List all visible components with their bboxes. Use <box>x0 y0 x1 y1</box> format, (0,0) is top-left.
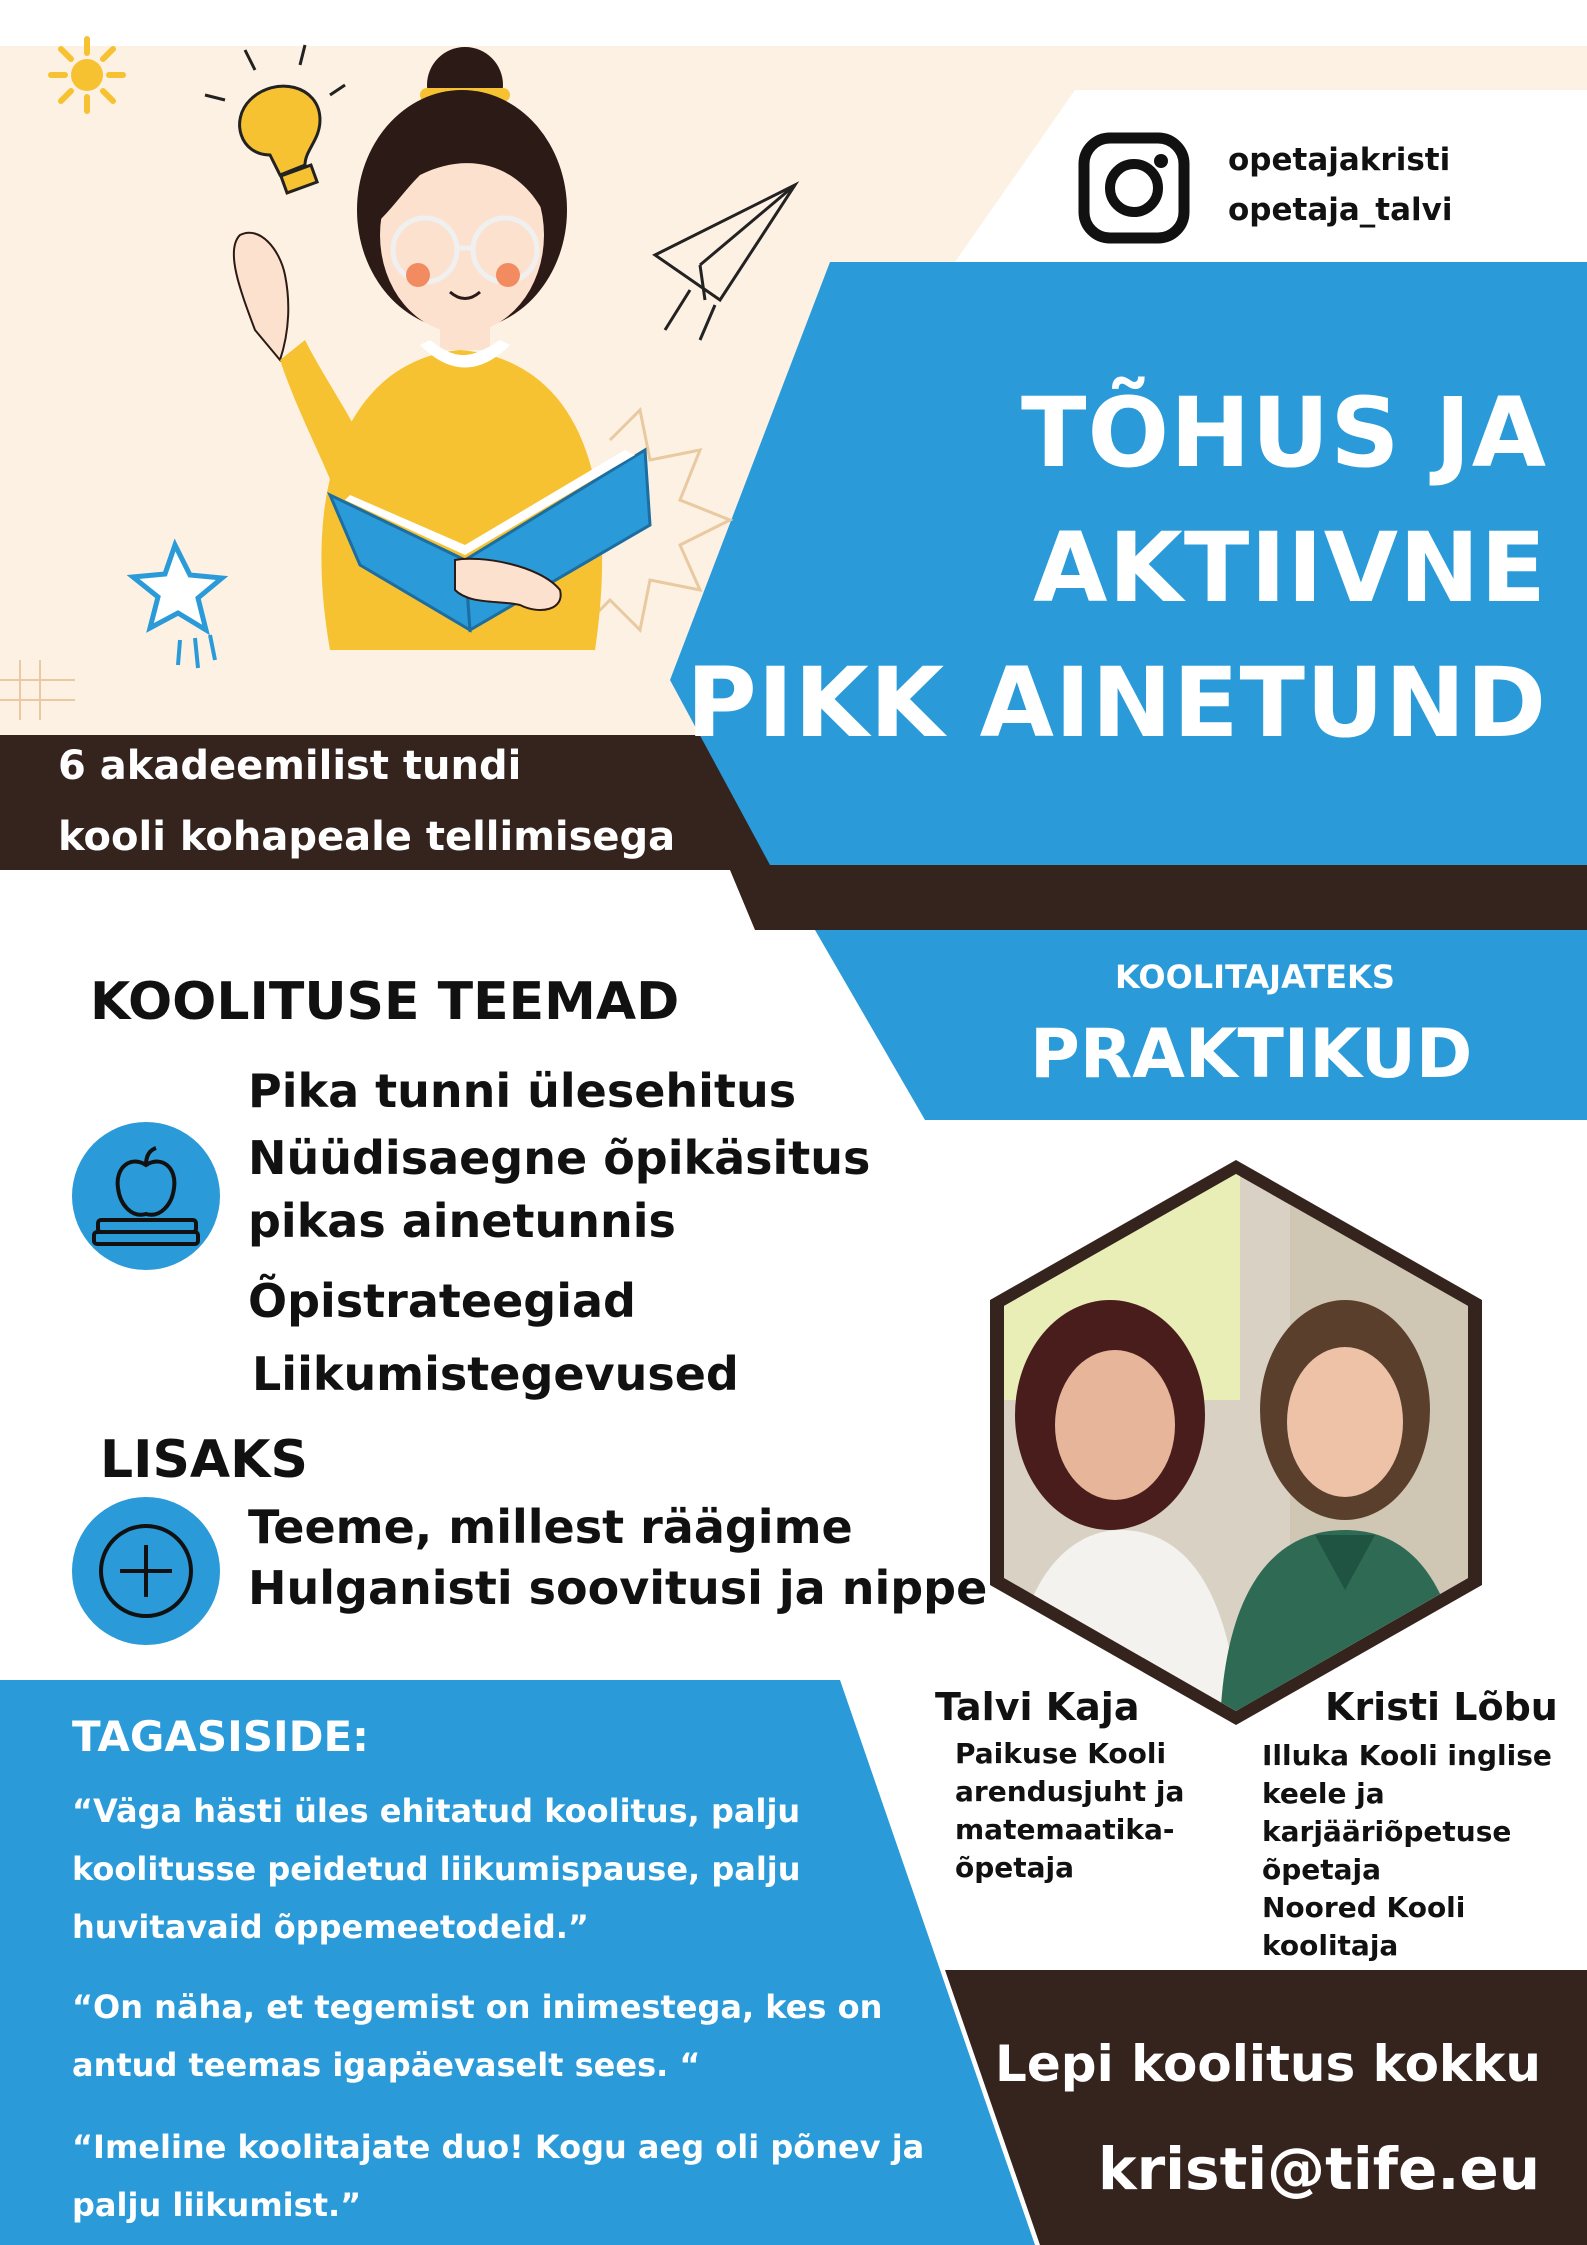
bio-line: karjääriõpetuse <box>1262 1815 1512 1848</box>
poster-title <box>680 365 1587 785</box>
star-icon <box>133 545 222 668</box>
apple-books-icon <box>70 1120 222 1272</box>
quote-line: koolitusse peidetud liikumispause, palju <box>72 1850 801 1888</box>
feedback-quote-1 <box>72 1782 972 1956</box>
topic-item-3: pikas ainetunnis <box>248 1194 676 1248</box>
quote-line: “On näha, et tegemist on inimestega, kes on <box>72 1988 883 2026</box>
bio-line: koolitaja <box>1262 1929 1399 1962</box>
extras-item-1: Teeme, millest räägime <box>248 1500 853 1554</box>
bio-line: Illuka Kooli inglise <box>1262 1739 1552 1772</box>
instagram-handle-talvi[interactable]: opetaja_talvi <box>1228 192 1453 228</box>
plus-icon <box>70 1495 222 1647</box>
feedback-quote-2 <box>72 1978 972 2094</box>
feedback-heading: TAGASISIDE: <box>72 1712 369 1761</box>
bio-line: õpetaja <box>1262 1853 1382 1886</box>
paper-plane-icon <box>655 185 795 340</box>
bio-line: õpetaja <box>955 1851 1075 1884</box>
quote-line: “Imeline koolitajate duo! Kogu aeg oli põnev ja <box>72 2128 925 2166</box>
topic-item-2: Nüüdisaegne õpikäsitus <box>248 1131 871 1185</box>
title-line-3: PIKK AINETUND <box>686 647 1547 759</box>
quote-line: “Väga hästi üles ehitatud koolitus, palju <box>72 1792 801 1830</box>
bio-line: matemaatika- <box>955 1813 1175 1846</box>
bio-line: Paikuse Kooli <box>955 1737 1167 1770</box>
instagram-icon[interactable] <box>1078 132 1190 244</box>
instagram-handle-kristi[interactable]: opetajakristi <box>1228 142 1451 178</box>
quote-line: huvitavaid õppemeetodeid.” <box>72 1908 589 1946</box>
bio-line: arendusjuht ja <box>955 1775 1185 1808</box>
trainer-bio-talvi <box>955 1735 1184 1887</box>
instagram-block <box>1078 130 1538 250</box>
cta-label: Lepi koolitus kokku <box>995 2035 1542 2093</box>
topic-item-5: Liikumistegevused <box>252 1347 739 1401</box>
quote-line: palju liikumist.” <box>72 2186 362 2224</box>
bio-line: keele ja <box>1262 1777 1385 1810</box>
topic-item-4: Õpistrateegiad <box>248 1274 636 1328</box>
title-line-2: AKTIIVNE <box>1033 512 1547 624</box>
cta-email-link[interactable]: kristi@tife.eu <box>1098 2135 1541 2203</box>
bio-line: Noored Kooli <box>1262 1891 1466 1924</box>
extras-item-2: Hulganisti soovitusi ja nippe <box>248 1561 988 1615</box>
trainer-name-talvi: Talvi Kaja <box>935 1685 1140 1729</box>
feedback-quote-3 <box>72 2118 992 2234</box>
title-line-1: TÕHUS JA <box>1021 377 1547 489</box>
format-line-2: kooli kohapeale tellimisega <box>58 814 676 860</box>
trainer-bio-kristi <box>1262 1737 1552 1965</box>
topics-heading: KOOLITUSE TEEMAD <box>90 972 680 1032</box>
grid-decoration <box>0 660 75 720</box>
quote-line: antud teemas igapäevaselt sees. “ <box>72 2046 701 2084</box>
extras-heading: LISAKS <box>100 1430 308 1490</box>
trainers-label: KOOLITAJATEKS <box>1115 958 1395 996</box>
trainers-heading: PRAKTIKUD <box>1030 1015 1473 1094</box>
sun-icon <box>51 39 123 111</box>
lightbulb-icon <box>205 45 345 193</box>
format-line-1: 6 akadeemilist tundi <box>58 743 522 789</box>
topic-item-1: Pika tunni ülesehitus <box>248 1064 797 1118</box>
trainers-photo <box>990 1160 1482 1725</box>
trainer-name-kristi: Kristi Lõbu <box>1325 1685 1558 1729</box>
